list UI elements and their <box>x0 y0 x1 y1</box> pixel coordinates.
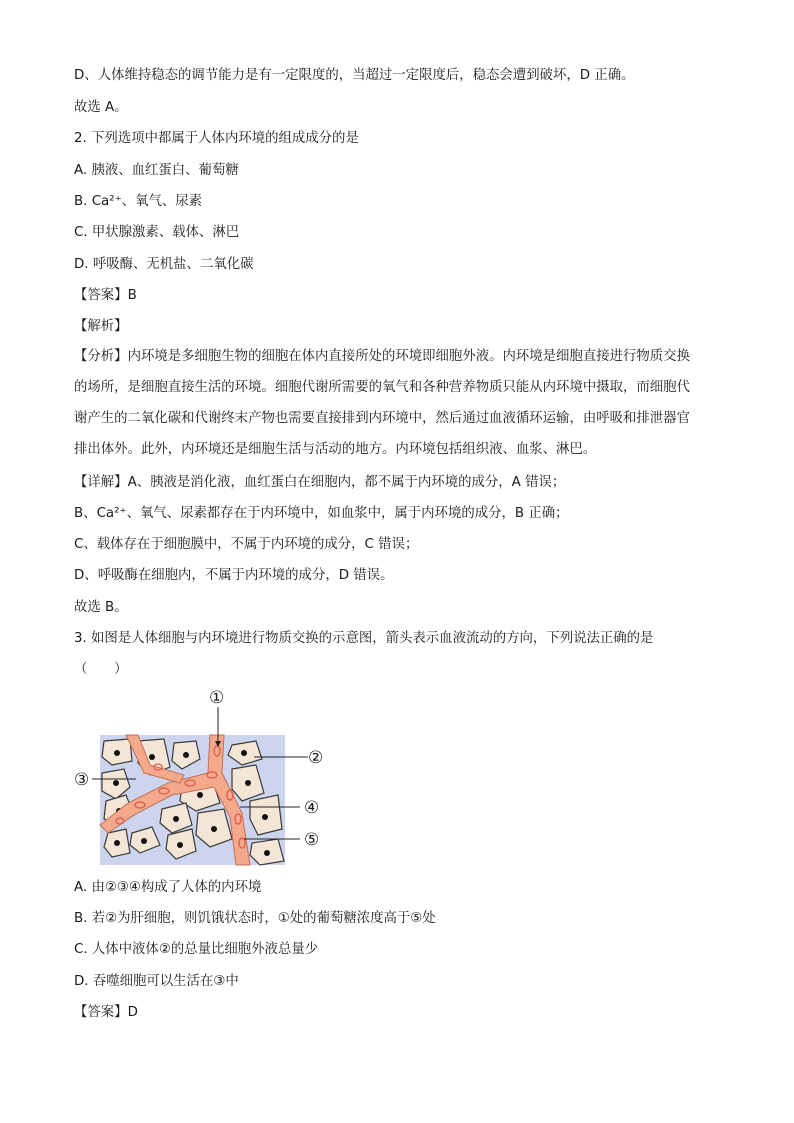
label-3: ③ <box>74 770 90 790</box>
q3-answer <box>74 1004 138 1022</box>
answer-label: 【答案】 <box>74 1005 128 1020</box>
fenxi-label: 【分析】 <box>74 349 128 364</box>
q2-xiangjie-c: C、载体存在于细胞膜中，不属于内环境的成分，C 错误； <box>74 537 419 552</box>
label-1: ① <box>209 688 225 708</box>
q3-option-c: C. 人体中液体②的总量比细胞外液总量少 <box>74 942 319 957</box>
q3-option-a: A. 由②③④构成了人体的内环境 <box>74 880 262 895</box>
q2-fenxi <box>74 341 718 465</box>
exchange-diagram <box>72 683 332 868</box>
q2-stem: 2. 下列选项中都属于人体内环境的组成成分的是 <box>74 131 359 146</box>
q3-option-b: B. 若②为肝细胞，则饥饿状态时，①处的葡萄糖浓度高于⑤处 <box>74 911 436 926</box>
answer-value: B <box>127 288 137 303</box>
label-4: ④ <box>304 798 320 818</box>
xiangjie-label: 【详解】 <box>74 475 128 490</box>
fenxi-line: 排出体外。此外，内环境还是细胞生活与活动的地方。内环境包括组织液、血浆、淋巴。 <box>74 442 597 457</box>
label-5: ⑤ <box>304 830 320 850</box>
q3-stem: 3. 如图是人体细胞与内环境进行物质交换的示意图，箭头表示血液流动的方向，下列说法正确的是 <box>74 631 654 646</box>
q2-xiangjie-a: 【详解】A、胰液是消化液，血红蛋白在细胞内，都不属于内环境的成分，A 错误； <box>74 475 566 490</box>
answer-label: 【答案】 <box>74 288 128 303</box>
q2-option-b: B. Ca²⁺、氧气、尿素 <box>74 194 203 209</box>
q2-xiangjie-b: B、Ca²⁺、氧气、尿素都存在于内环境中，如血浆中，属于内环境的成分，B 正确； <box>74 506 569 521</box>
fenxi-line: 谢产生的二氧化碳和代谢终末产物也需要直接排到内环境中，然后通过血液循环运输，由呼吸和排泄器官 <box>74 411 690 426</box>
q2-option-d: D. 呼吸酶、无机盐、二氧化碳 <box>74 257 254 272</box>
q3-blank: （ ） <box>74 662 128 677</box>
q1-choose: 故选 A。 <box>74 100 128 115</box>
label-2: ② <box>308 748 324 768</box>
q2-xiangjie-d: D、呼吸酶在细胞内，不属于内环境的成分，D 错误。 <box>74 568 394 583</box>
answer-value: D <box>127 1005 138 1020</box>
q1-option-d-explanation: D、人体维持稳态的调节能力是有一定限度的，当超过一定限度后，稳态会遭到破坏，D 正确。 <box>74 68 635 83</box>
q3-option-d: D. 吞噬细胞可以生活在③中 <box>74 974 239 989</box>
q2-answer <box>74 287 137 305</box>
q2-choose: 故选 B。 <box>74 600 128 615</box>
q2-option-a: A. 胰液、血红蛋白、葡萄糖 <box>74 163 239 178</box>
fenxi-line: 【分析】内环境是多细胞生物的细胞在体内直接所处的环境即细胞外液。内环境是细胞直接进行物质交换 <box>74 349 690 364</box>
q2-analysis-label: 【解析】 <box>74 319 128 334</box>
q2-option-c: C. 甲状腺激素、载体、淋巴 <box>74 225 240 240</box>
fenxi-line: 的场所，是细胞直接生活的环境。细胞代谢所需要的氧气和各种营养物质只能从内环境中摄取，而细胞代 <box>74 380 690 395</box>
